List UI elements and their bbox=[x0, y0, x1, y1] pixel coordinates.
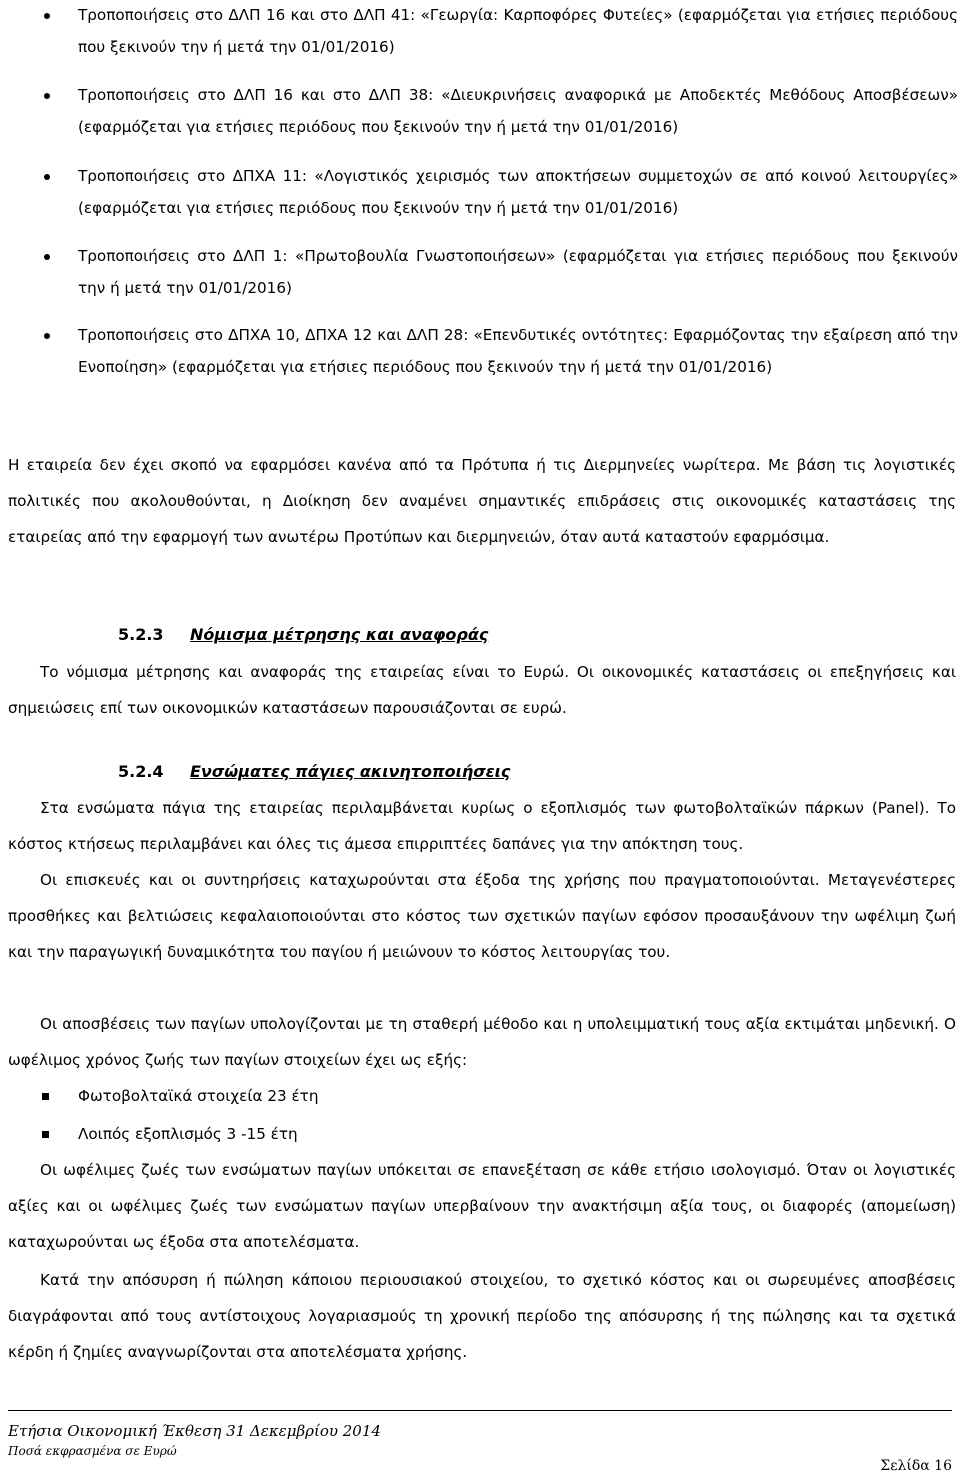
list-item: Τροποποιήσεις στο ΔΠΧΑ 10, ΔΠΧΑ 12 και ΔΛΠ 28: «Επενδυτικές οντότητες: Εφαρμόζοντας την εξαίρεση από την Ενοποίηση» (εφαρμόζεται για ετήσιες περιόδους που ξεκινούν την ή μετά την 01/01/2016) bbox=[78, 326, 958, 376]
fixed-assets-paragraph-5: Κατά την απόσυρση ή πώληση κάποιου περιουσιακού στοιχείου, το σχετικό κόστος και οι σωρευμένες αποσβέσεις διαγράφονται από τους αντίστοιχους λογαριασμούς τη χρονική περίοδο της απόσυρσης ή της πώλησης και τα σχετικά κέρδη ή ζημίες αναγνωρίζονται στα αποτελέσματα χρήσης. bbox=[8, 1271, 956, 1361]
fixed-assets-paragraph-4: Οι ωφέλιμες ζωές των ενσώματων παγίων υπόκειται σε επανεξέταση σε κάθε ετήσιο ισολογισμό. Όταν οι λογιστικές αξίες και οι ωφέλιμες ζωές των ενσώματων παγίων υπερβαίνουν την ανακτήσιμη αξία τους, οι διαφορές (απομείωση) καταχωρούνται ως έξοδα στα αποτελέσματα. bbox=[8, 1161, 956, 1251]
section-number: 5.2.3 bbox=[118, 625, 164, 644]
section-number: 5.2.4 bbox=[118, 762, 164, 781]
list-item: Τροποποιήσεις στο ΔΛΠ 16 και στο ΔΛΠ 41: «Γεωργία: Καρποφόρες Φυτείες» (εφαρμόζεται για ετήσιες περιόδους που ξεκινούν την ή μετά την 01/01/2016) bbox=[78, 6, 958, 56]
fixed-assets-paragraph-2: Οι επισκευές και οι συντηρήσεις καταχωρούνται στα έξοδα της χρήσης που πραγματοποιούνται. Μεταγενέστερες προσθήκες και βελτιώσεις κεφαλαιοποιούνται στο κόστος των σχετικών παγίων εφόσον προσαυξάνουν την ωφέλιμη ζωή και την παραγωγική δυναμικότητα του παγίου ή μειώνουν το κόστος λειτουργίας του. bbox=[8, 871, 956, 961]
footer-report-title: Ετήσια Οικονομική Έκθεση 31 Δεκεμβρίου 2014 bbox=[8, 1422, 381, 1440]
list-item: Τροποποιήσεις στο ΔΠΧΑ 11: «Λογιστικός χειρισμός των αποκτήσεων συμμετοχών σε από κοινού λειτουργίες» (εφαρμόζεται για ετήσιες περιόδους που ξεκινούν την ή μετά την 01/01/2016) bbox=[78, 167, 958, 217]
bullet-dot bbox=[44, 254, 50, 260]
bullet-dot bbox=[44, 174, 50, 180]
square-bullet bbox=[42, 1093, 49, 1100]
currency-paragraph: Το νόμισμα μέτρησης και αναφοράς της εταιρείας είναι το Ευρώ. Οι οικονομικές καταστάσεις οι επεξηγήσεις και σημειώσεις επί των οικονομικών καταστάσεων παρουσιάζονται σε ευρώ. bbox=[8, 663, 956, 717]
list-item: Φωτοβολταϊκά στοιχεία 23 έτη bbox=[78, 1087, 319, 1105]
footer-divider bbox=[8, 1410, 952, 1411]
footer-currency-note: Ποσά εκφρασμένα σε Ευρώ bbox=[8, 1444, 177, 1458]
fixed-assets-paragraph-1: Στα ενσώματα πάγια της εταιρείας περιλαμβάνεται κυρίως ο εξοπλισμός των φωτοβολταϊκών πάρκων (Panel). Το κόστος κτήσεως περιλαμβάνει και όλες τις άμεσα επιρριπτέες δαπάνες για την απόκτηση τους. bbox=[8, 799, 956, 853]
list-item: Τροποποιήσεις στο ΔΛΠ 16 και στο ΔΛΠ 38: «Διευκρινήσεις αναφορικά με Αποδεκτές Μεθόδους Αποσβέσεων» (εφαρμόζεται για ετήσιες περιόδους που ξεκινούν την ή μετά την 01/01/2016) bbox=[78, 86, 958, 136]
bullet-dot bbox=[44, 13, 50, 19]
page-number: Σελίδα 16 bbox=[880, 1458, 952, 1474]
bullet-dot bbox=[44, 93, 50, 99]
fixed-assets-paragraph-3: Οι αποσβέσεις των παγίων υπολογίζονται με τη σταθερή μέθοδο και η υπολειμματική τους αξία εκτιμάται μηδενική. Ο ωφέλιμος χρόνος ζωής των παγίων στοιχείων έχει ως εξής: bbox=[8, 1015, 956, 1069]
list-item: Λοιπός εξοπλισμός 3 -15 έτη bbox=[78, 1125, 298, 1143]
bullet-dot bbox=[44, 333, 50, 339]
square-bullet bbox=[42, 1131, 49, 1138]
section-title: Ενσώματες πάγιες ακινητοποιήσεις bbox=[190, 762, 511, 781]
section-title: Νόμισμα μέτρησης και αναφοράς bbox=[190, 625, 489, 644]
list-item: Τροποποιήσεις στο ΔΛΠ 1: «Πρωτοβουλία Γνωστοποιήσεων» (εφαρμόζεται για ετήσιες περιόδους που ξεκινούν την ή μετά την 01/01/2016) bbox=[78, 247, 958, 297]
intro-paragraph: Η εταιρεία δεν έχει σκοπό να εφαρμόσει κανένα από τα Πρότυπα ή τις Διερμηνείες νωρίτερα. Με βάση τις λογιστικές πολιτικές που ακολουθούνται, η Διοίκηση δεν αναμένει σημαντικές επιδράσεις στις οικονομικές καταστάσεις της εταιρείας από την εφαρμογή των ανωτέρω Προτύπων και διερμηνειών, όταν αυτά καταστούν εφαρμόσιμα. bbox=[8, 456, 956, 546]
